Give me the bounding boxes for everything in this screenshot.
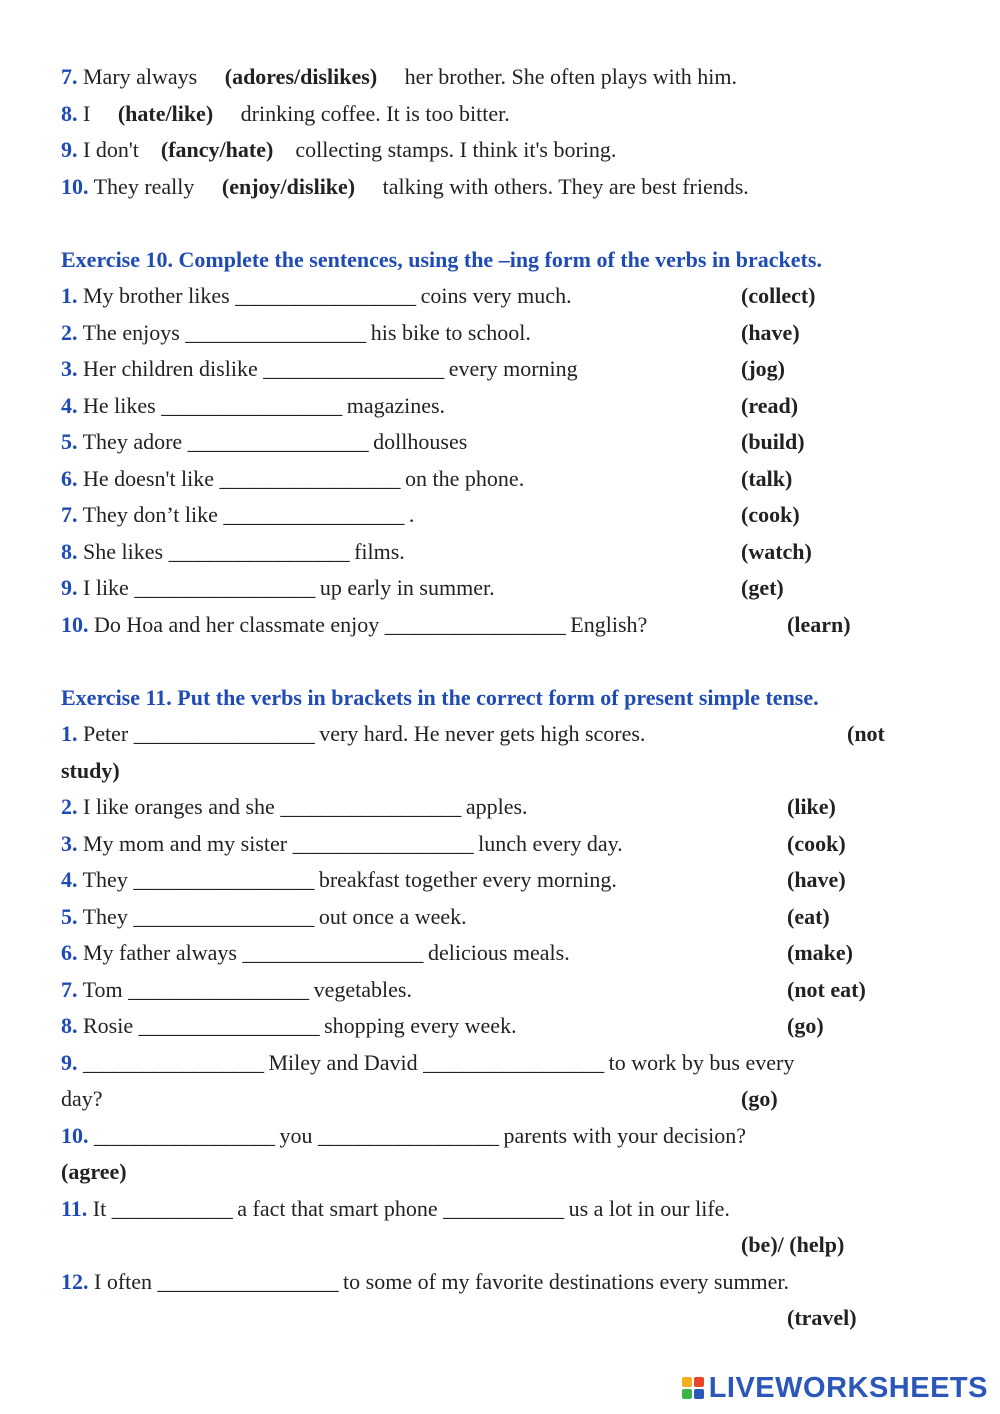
sentence-start: It: [92, 1196, 107, 1221]
sentence-end: up early in summer.: [319, 575, 495, 600]
ex10-item-4: [61, 391, 445, 421]
answer-blank[interactable]: __________________: [133, 867, 314, 892]
sentence-end: to work by bus every: [608, 1050, 795, 1075]
verb-hint: (watch): [741, 539, 812, 564]
sentence-end: on the phone.: [405, 466, 525, 491]
ex10-item-9: [61, 573, 495, 603]
sentence-start: I like: [83, 575, 129, 600]
sentence-start: They don’t like: [82, 502, 218, 527]
verb-hint: (read): [741, 393, 799, 418]
sentence-start: I don't: [83, 137, 139, 162]
exercise-10-heading: Exercise 10. Complete the sentences, using the –ing form of the verbs in brackets.: [61, 247, 822, 272]
exercise-11-heading: Exercise 11. Put the verbs in brackets in the correct form of present simple tense.: [61, 685, 819, 710]
ex10-item-10: [61, 610, 647, 640]
answer-blank-1[interactable]: __________________: [94, 1123, 274, 1148]
liveworksheets-logo: [682, 1370, 988, 1406]
sentence-start: Do Hoa and her classmate enjoy: [94, 612, 380, 637]
sentence-end: drinking coffee. It is too bitter.: [240, 101, 510, 126]
verb-hint: (make): [787, 940, 853, 965]
item-number: 3.: [61, 831, 78, 856]
ex10-item-2: [61, 318, 531, 348]
sentence-start: He likes: [83, 393, 156, 418]
sentence-start: My father always: [83, 940, 237, 965]
ex11-item-5: [61, 902, 467, 932]
verb-hint: (collect): [741, 283, 816, 308]
sentence-end: to some of my favorite destinations every summer.: [343, 1269, 790, 1294]
answer-blank[interactable]: __________________: [292, 831, 473, 856]
verb-hint: (cook): [787, 831, 846, 856]
answer-options[interactable]: (fancy/hate): [160, 137, 274, 162]
sentence-start: They: [82, 867, 128, 892]
sentence-start: My mom and my sister: [83, 831, 288, 856]
ex11-item-6: [61, 938, 570, 968]
item-number: 7.: [61, 502, 78, 527]
item-number: 10.: [61, 174, 89, 199]
sentence-end: shopping every week.: [324, 1013, 517, 1038]
answer-blank[interactable]: __________________: [235, 283, 416, 308]
sentence-start: Tom: [82, 977, 123, 1002]
item-number: 9.: [61, 575, 78, 600]
item-number: 9.: [61, 1050, 78, 1075]
answer-blank-2[interactable]: ____________: [443, 1196, 564, 1221]
sentence-middle: a fact that smart phone: [237, 1196, 438, 1221]
item-number: 1.: [61, 283, 78, 308]
item-number: 8.: [61, 1013, 78, 1038]
verb-hint: (not: [847, 721, 885, 746]
item-number: 8.: [61, 539, 78, 564]
ex9-item-9: [61, 135, 616, 165]
item-number: 6.: [61, 466, 78, 491]
sentence-start: Rosie: [83, 1013, 134, 1038]
answer-options[interactable]: (adores/dislikes): [224, 64, 378, 89]
verb-hint: (agree): [61, 1159, 127, 1184]
ex11-item-7: [61, 975, 412, 1005]
sentence-end: her brother. She often plays with him.: [404, 64, 738, 89]
ex10-item-1: [61, 281, 572, 311]
logo-square: [694, 1389, 704, 1399]
sentence-end: breakfast together every morning.: [318, 867, 617, 892]
verb-hint: (build): [741, 429, 805, 454]
ex10-item-7: [61, 500, 414, 530]
answer-blank[interactable]: __________________: [134, 575, 315, 600]
sentence-end: .: [408, 502, 415, 527]
sentence-end: vegetables.: [313, 977, 412, 1002]
verb-hint: (eat): [787, 904, 830, 929]
sentence-end: coins very much.: [420, 283, 572, 308]
answer-options[interactable]: (hate/like): [117, 101, 214, 126]
answer-blank-2[interactable]: __________________: [318, 1123, 498, 1148]
answer-blank-2[interactable]: __________________: [423, 1050, 604, 1075]
logo-square: [694, 1377, 704, 1387]
item-number: 7.: [61, 64, 78, 89]
sentence-end: his bike to school.: [370, 320, 531, 345]
answer-blank[interactable]: __________________: [133, 904, 314, 929]
item-number: 6.: [61, 940, 78, 965]
answer-blank[interactable]: __________________: [161, 393, 342, 418]
answer-blank[interactable]: __________________: [185, 320, 366, 345]
logo-text: LIVEWORKSHEETS: [708, 1371, 988, 1404]
sentence-end: dollhouses: [373, 429, 468, 454]
logo-square: [682, 1377, 692, 1387]
sentence-end: delicious meals.: [427, 940, 570, 965]
sentence-start: I: [83, 101, 91, 126]
verb-hint: (learn): [787, 612, 851, 637]
ex9-item-7: [61, 62, 737, 92]
item-number: 4.: [61, 867, 78, 892]
sentence-end: talking with others. They are best friends.: [382, 174, 749, 199]
ex9-item-10: [61, 172, 749, 202]
answer-blank[interactable]: __________________: [168, 539, 349, 564]
answer-blank[interactable]: __________________: [128, 977, 309, 1002]
verb-hint: (be)/ (help): [741, 1232, 845, 1257]
answer-blank[interactable]: __________________: [242, 940, 423, 965]
answer-blank[interactable]: __________________: [157, 1269, 338, 1294]
sentence-end: lunch every day.: [478, 831, 623, 856]
ex11-item-3: [61, 829, 623, 859]
item-number: 10.: [61, 612, 89, 637]
logo-grid-icon: [682, 1377, 704, 1399]
verb-hint: (jog): [741, 356, 785, 381]
verb-hint: (not eat): [787, 977, 866, 1002]
item-number: 3.: [61, 356, 78, 381]
logo-square: [682, 1389, 692, 1399]
sentence-end: collecting stamps. I think it's boring.: [295, 137, 617, 162]
sentence-start: Mary always: [83, 64, 198, 89]
verb-hint: (get): [741, 575, 784, 600]
sentence-end: apples.: [465, 794, 528, 819]
item-number: 10.: [61, 1123, 89, 1148]
answer-blank[interactable]: __________________: [384, 612, 565, 637]
answer-options[interactable]: (enjoy/dislike): [221, 174, 356, 199]
ex11-item-9-continued: day?: [61, 1086, 103, 1111]
sentence-middle: Miley and David: [268, 1050, 418, 1075]
ex10-item-6: [61, 464, 524, 494]
verb-hint: (go): [787, 1013, 824, 1038]
item-number: 2.: [61, 794, 78, 819]
ex11-item-12: [61, 1267, 789, 1297]
answer-blank[interactable]: __________________: [263, 356, 444, 381]
verb-hint: (talk): [741, 466, 793, 491]
sentence-end: magazines.: [346, 393, 446, 418]
verb-hint: (have): [787, 867, 846, 892]
answer-blank-1[interactable]: __________________: [83, 1050, 263, 1075]
answer-blank-1[interactable]: ____________: [111, 1196, 232, 1221]
answer-blank[interactable]: __________________: [138, 1013, 319, 1038]
answer-blank[interactable]: __________________: [219, 466, 400, 491]
item-number: 12.: [61, 1269, 89, 1294]
sentence-end: very hard. He never gets high scores.: [319, 721, 646, 746]
sentence-end: every morning: [448, 356, 578, 381]
sentence-start: I often: [94, 1269, 153, 1294]
verb-hint-continued: study): [61, 758, 120, 783]
sentence-start: He doesn't like: [83, 466, 215, 491]
sentence-start: The enjoys: [82, 320, 180, 345]
ex10-item-3: [61, 354, 578, 384]
answer-blank[interactable]: __________________: [133, 721, 314, 746]
sentence-start: They adore: [82, 429, 183, 454]
sentence-start: They: [82, 904, 128, 929]
item-number: 8.: [61, 101, 78, 126]
verb-hint: (like): [787, 794, 836, 819]
verb-hint: (cook): [741, 502, 800, 527]
ex9-item-8: [61, 99, 510, 129]
item-number: 1.: [61, 721, 78, 746]
sentence-end: out once a week.: [318, 904, 467, 929]
item-number: 9.: [61, 137, 78, 162]
sentence-start: She likes: [83, 539, 164, 564]
sentence-middle: you: [279, 1123, 313, 1148]
verb-hint: (travel): [787, 1305, 857, 1330]
ex11-item-11: [61, 1194, 730, 1224]
verb-hint: (go): [741, 1086, 778, 1111]
answer-blank[interactable]: __________________: [280, 794, 461, 819]
ex10-item-5: [61, 427, 467, 457]
ex11-item-9: [61, 1048, 794, 1078]
item-number: 4.: [61, 393, 78, 418]
ex11-item-8: [61, 1011, 517, 1041]
item-number: 5.: [61, 429, 78, 454]
answer-blank[interactable]: __________________: [187, 429, 368, 454]
sentence-end: us a lot in our life.: [568, 1196, 730, 1221]
ex11-item-4: [61, 865, 617, 895]
sentence-end: English?: [570, 612, 648, 637]
sentence-end: films.: [354, 539, 405, 564]
sentence-start: They really: [93, 174, 195, 199]
item-number: 7.: [61, 977, 78, 1002]
sentence-start: I like oranges and she: [83, 794, 275, 819]
item-number: 5.: [61, 904, 78, 929]
ex11-item-10: [61, 1121, 746, 1151]
answer-blank[interactable]: __________________: [223, 502, 404, 527]
sentence-start: Peter: [83, 721, 129, 746]
sentence-start: Her children dislike: [83, 356, 258, 381]
ex11-item-1: [61, 719, 645, 749]
sentence-end: parents with your decision?: [503, 1123, 747, 1148]
ex10-item-8: [61, 537, 405, 567]
ex11-item-2: [61, 792, 528, 822]
item-number: 2.: [61, 320, 78, 345]
item-number: 11.: [61, 1196, 88, 1221]
verb-hint: (have): [741, 320, 800, 345]
sentence-start: My brother likes: [83, 283, 230, 308]
